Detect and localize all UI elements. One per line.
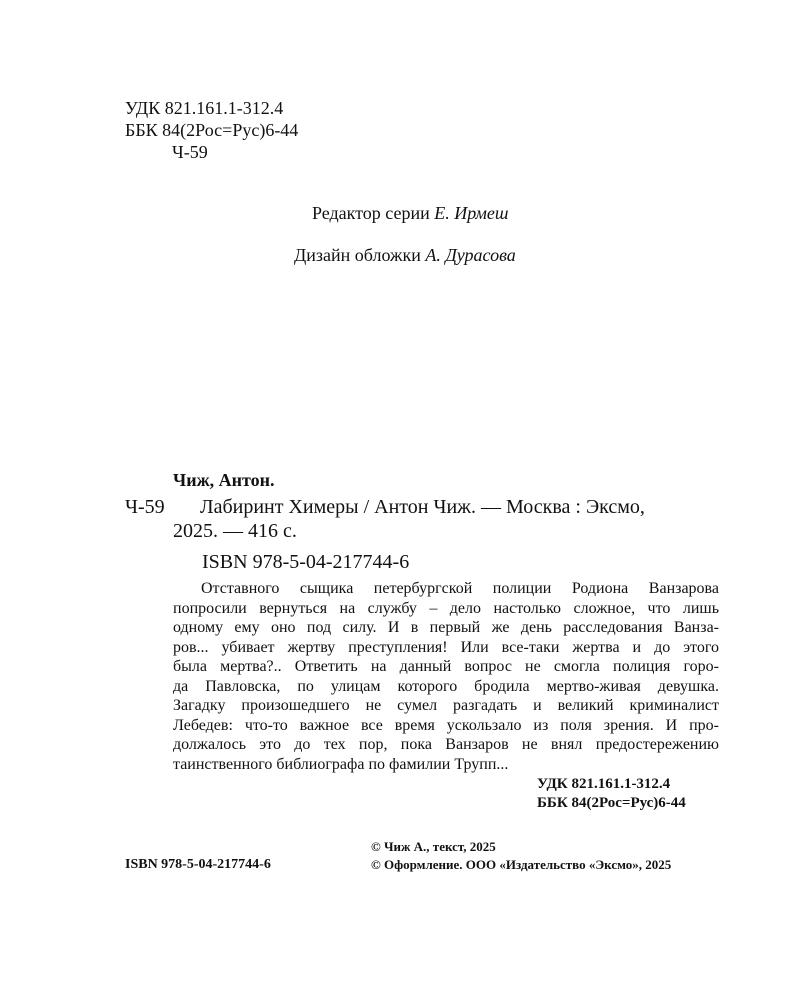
series-editor-label: Редактор серии bbox=[312, 203, 430, 223]
author-heading: Чиж, Антон. bbox=[173, 470, 275, 490]
copyright-block bbox=[371, 838, 671, 874]
annotation-line: Загадку произошедшего не сумел разгадать и великий криминалист bbox=[173, 697, 719, 714]
author-mark: Ч-59 bbox=[172, 142, 208, 162]
annotation-paragraph bbox=[173, 579, 719, 774]
copyright-design-line: © Оформление. ООО «Издательство «Эксмо», 2025 bbox=[371, 857, 672, 872]
annotation-line: попросили вернуться на службу – дело настолько сложное, что лишь bbox=[173, 599, 719, 617]
annotation-line: ров... убивает жертву преступления! Или все-таки жертва и до этого bbox=[173, 638, 719, 656]
series-editor-credit bbox=[312, 202, 508, 224]
bottom-bbk-code: ББК 84(2Рос=Рус)6-44 bbox=[537, 795, 686, 811]
annotation-line: Отставного сыщика петербургской полиции Родиона Ванзарова bbox=[201, 580, 719, 597]
cover-design-label: Дизайн обложки bbox=[294, 245, 421, 265]
annotation-line: была мертва?.. Ответить на данный вопрос не смогла полиция горо- bbox=[173, 658, 719, 675]
annotation-line: должалось это до тех пор, пока Ванзаров не внял предостережению bbox=[173, 736, 719, 753]
bibliographic-imprint-line: 2025. — 416 с. bbox=[173, 520, 297, 542]
series-editor-name: Е. Ирмеш bbox=[434, 203, 509, 223]
copyright-text-line: © Чиж А., текст, 2025 bbox=[371, 839, 496, 854]
bibliographic-title-line: Лабиринт Химеры / Антон Чиж. — Москва : Эксмо, bbox=[200, 496, 645, 518]
annotation-line: одному ему оно под силу. И в первый же день расследования Ванза- bbox=[173, 619, 719, 636]
cover-design-credit bbox=[294, 244, 516, 266]
classification-block bbox=[125, 97, 298, 163]
bibliographic-author-mark: Ч-59 bbox=[125, 496, 165, 518]
bottom-udk-code: УДК 821.161.1-312.4 bbox=[537, 776, 671, 792]
annotation-line: да Павловска, по улицам которого бродила мертво-живая девушка. bbox=[173, 677, 719, 695]
isbn-main: ISBN 978-5-04-217744-6 bbox=[202, 551, 410, 573]
bbk-code: ББК 84(2Рос=Рус)6-44 bbox=[125, 120, 299, 140]
cover-design-name: А. Дурасова bbox=[425, 245, 516, 265]
bottom-classification bbox=[537, 775, 686, 813]
annotation-line: Лебедев: что-то важное все время ускользало из поля зрения. И про- bbox=[173, 716, 719, 734]
annotation-line: таинственного библиографа по фамилии Трупп... bbox=[173, 755, 509, 773]
udk-code: УДК 821.161.1-312.4 bbox=[125, 98, 284, 118]
isbn-footer: ISBN 978-5-04-217744-6 bbox=[125, 857, 271, 872]
